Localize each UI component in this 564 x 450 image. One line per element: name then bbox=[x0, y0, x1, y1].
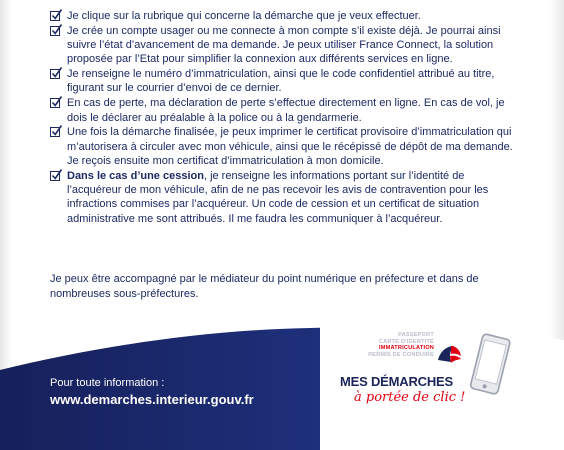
mes-demarches-logo bbox=[330, 318, 530, 428]
check-item-6 bbox=[50, 169, 520, 226]
steps-checklist bbox=[50, 9, 520, 226]
check-item-text: Je renseigne le numéro d’immatriculation, ainsi que le code confidentiel attribué au titre, figurant sur le courrier d’envoi de ce dernier. bbox=[67, 68, 495, 95]
checked-box-icon bbox=[50, 26, 60, 36]
logo-line: CARTE D’IDENTITÉ bbox=[378, 338, 434, 345]
smartphone-icon bbox=[468, 332, 512, 398]
website-link[interactable]: www.demarches.interieur.gouv.fr bbox=[50, 392, 254, 407]
checked-box-icon bbox=[50, 11, 60, 21]
check-item-2 bbox=[50, 24, 520, 67]
check-item-text: , je renseigne les informations portant sur l’identité de l’acquéreur de mon véhicule, afin de ne pas recevoir les avis de contravention pour les infractions commises par l’acquéreur. Un code de cession et un certificat de situation administrative me sont attribués. Il me faudra les communiquer à l’acquéreur. bbox=[67, 169, 489, 225]
logo-title: MES DÉMARCHES bbox=[340, 374, 453, 389]
mediator-paragraph: Je peux être accompagné par le médiateur du point numérique en préfecture et dans de nombreuses sous-préfectures. bbox=[50, 273, 479, 300]
check-item-text: Je crée un compte usager ou me connecte à mon compte s’il existe déjà. Je pourrai ainsi suivre l’état d’avancement de ma demande. Je peux utiliser France Connect, la solution proposée par l’Etat pour simplifier la connexion aux différents services en ligne. bbox=[67, 24, 501, 66]
logo-line: PERMIS DE CONDUIRE bbox=[368, 351, 434, 358]
check-item-bold-text: Dans le cas d’une cession bbox=[67, 169, 204, 182]
marianne-profile-icon bbox=[434, 340, 464, 370]
checked-box-icon bbox=[50, 69, 60, 79]
logo-service-list bbox=[348, 332, 434, 358]
check-item-3 bbox=[50, 67, 520, 96]
logo-slogan: à portée de clic ! bbox=[354, 390, 466, 405]
logo-line: PASSEPORT bbox=[398, 332, 434, 338]
check-item-4 bbox=[50, 96, 520, 125]
check-item-5 bbox=[50, 125, 520, 168]
logo-line-highlight: IMMATRICULATION bbox=[379, 345, 434, 352]
checked-box-icon bbox=[50, 98, 60, 108]
checked-box-icon bbox=[50, 171, 60, 181]
check-item-text: En cas de perte, ma déclaration de perte s’effectue directement en ligne. En cas de vol, je dois le déclarer au préalable à la police ou à la gendarmerie. bbox=[67, 97, 505, 124]
info-label: Pour toute information : bbox=[50, 377, 165, 389]
check-item-1 bbox=[50, 9, 520, 23]
check-item-text: Je clique sur la rubrique qui concerne la démarche que je veux effectuer. bbox=[67, 10, 421, 22]
checked-box-icon bbox=[50, 127, 60, 137]
check-item-text: Une fois la démarche finalisée, je peux imprimer le certificat provisoire d’immatriculation qui m’autorisera à circuler avec mon véhicule, ainsi que le récépissé de dépôt de ma demande. Je reçois ensuite mon certificat d’immatriculation à mon domicile. bbox=[67, 126, 513, 167]
